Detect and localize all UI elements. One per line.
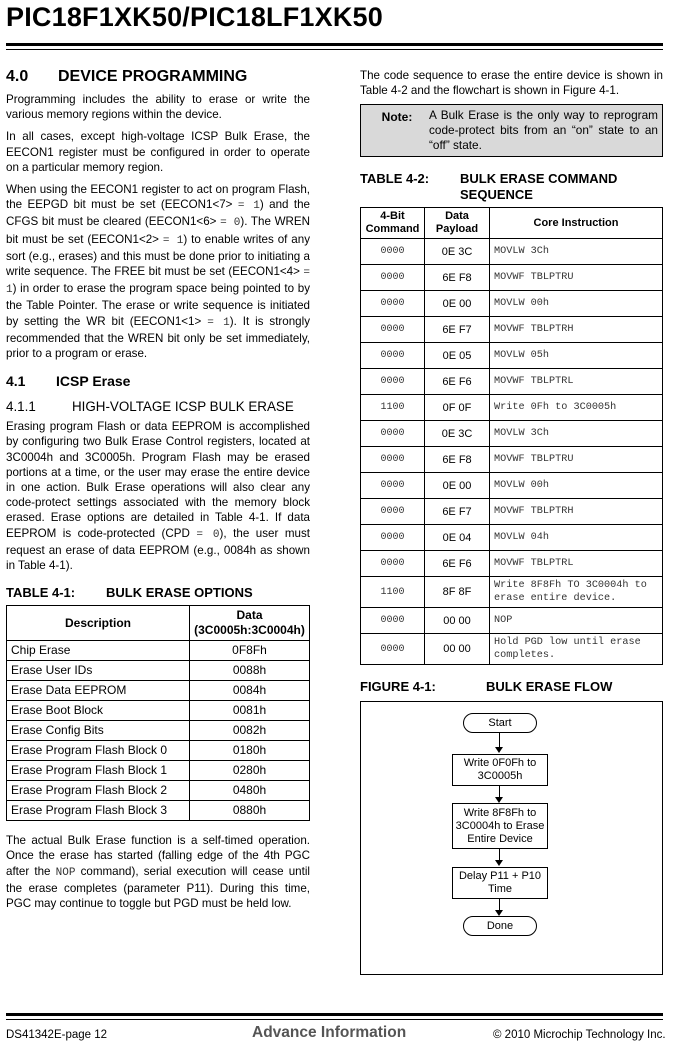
table-row — [7, 661, 310, 681]
col-header-payload — [425, 208, 490, 239]
bulk-erase-sequence-table — [360, 207, 663, 665]
table-row — [361, 317, 663, 343]
payload-cell: 0E 04 — [425, 525, 490, 551]
figure1-number: FIGURE 4-1: — [360, 679, 436, 695]
paragraph-code-sequence: The code sequence to erase the entire device is shown in Table 4-2 and the flowchart is shown in Figure 4-1. — [360, 69, 663, 98]
code-span: = 1 — [237, 200, 260, 213]
payload-cell: 0E 00 — [425, 291, 490, 317]
flow-arrow-icon — [495, 860, 503, 866]
text-span: Erasing program Flash or data EEPROM is accomplished by configuring two Bulk Erase Control registers, located at 3C0004h and 3C0005h. Program Flash may be erased portions at a time, or the user may erase the entire device in one action. Bulk Erase operations will also clear any code-protect settings associated with the memory block erased. Erase options are detailed in Table 4-1. If data EEPROM is code-protected (CPD — [6, 420, 310, 540]
table-header-row — [361, 208, 663, 239]
col-header-command — [361, 208, 425, 239]
command-cell: 0000 — [361, 473, 425, 499]
subsection-number: 4.1 — [6, 373, 26, 390]
text-span: command), serial execution will cease until the erase completes (parameter P11). During this time, PGC may continue to toggle but PGD must be held low. — [6, 864, 310, 911]
code-span: NOP — [55, 866, 76, 879]
footer-page-ref: DS41342E-page 12 — [6, 1029, 108, 1041]
erase-option-value: 0088h — [190, 661, 310, 681]
table-row — [7, 641, 310, 661]
erase-option-value: 0082h — [190, 721, 310, 741]
table-row — [7, 801, 310, 821]
page-header-title: PIC18F1XK50/PIC18LF1XK50 — [6, 2, 383, 32]
table-row — [361, 291, 663, 317]
col-header-data — [190, 606, 310, 641]
section-heading — [6, 68, 310, 86]
header-line: 4-Bit — [380, 210, 405, 223]
table-row — [361, 395, 663, 421]
payload-cell: 0E 00 — [425, 473, 490, 499]
subsubsection-heading — [6, 399, 310, 414]
table-row — [361, 265, 663, 291]
table1-caption — [6, 585, 310, 601]
section-title: DEVICE PROGRAMMING — [58, 68, 248, 85]
table-row — [361, 634, 663, 665]
subsection-title: ICSP Erase — [56, 373, 131, 390]
left-column — [6, 68, 310, 918]
instruction-cell: MOVLW 05h — [490, 343, 663, 369]
header-line: Data — [445, 210, 469, 223]
command-cell: 0000 — [361, 608, 425, 634]
instruction-cell: MOVWF TBLPTRH — [490, 317, 663, 343]
instruction-cell: MOVLW 04h — [490, 525, 663, 551]
command-cell: 0000 — [361, 634, 425, 665]
code-span: = 1 — [207, 316, 230, 329]
payload-cell: 00 00 — [425, 608, 490, 634]
erase-option-description: Chip Erase — [7, 641, 190, 661]
payload-cell: 00 00 — [425, 634, 490, 665]
table-row — [7, 721, 310, 741]
instruction-cell: NOP — [490, 608, 663, 634]
col-header-instruction: Core Instruction — [490, 208, 663, 239]
text-span: ). The WREN bit must be set (EECON1<2> — [6, 215, 310, 246]
table1-number: TABLE 4-1: — [6, 585, 76, 601]
table-row — [361, 421, 663, 447]
command-cell: 0000 — [361, 239, 425, 265]
payload-cell: 6E F6 — [425, 551, 490, 577]
instruction-cell: MOVWF TBLPTRL — [490, 369, 663, 395]
text-span: ), the user must request an erase of data EEPROM (e.g., 0084h as shown in Table 4-1). — [6, 526, 311, 573]
erase-option-description: Erase Config Bits — [7, 721, 190, 741]
instruction-cell: Write 0Fh to 3C0005h — [490, 395, 663, 421]
payload-cell: 0E 3C — [425, 239, 490, 265]
note-box — [360, 104, 663, 157]
erase-option-description: Erase Program Flash Block 1 — [7, 761, 190, 781]
instruction-cell: MOVLW 3Ch — [490, 421, 663, 447]
erase-option-value: 0480h — [190, 781, 310, 801]
table-row — [361, 608, 663, 634]
command-cell: 0000 — [361, 291, 425, 317]
erase-option-value: 0180h — [190, 741, 310, 761]
table1-title: BULK ERASE OPTIONS — [106, 585, 253, 601]
command-cell: 0000 — [361, 317, 425, 343]
payload-cell: 6E F8 — [425, 265, 490, 291]
command-cell: 1100 — [361, 577, 425, 608]
figure1-title: BULK ERASE FLOW — [486, 679, 613, 695]
footer-rule-thin — [6, 1019, 663, 1020]
instruction-cell: MOVWF TBLPTRU — [490, 265, 663, 291]
header-line: (3C0005h:3C0004h) — [194, 623, 305, 638]
flow-start-node: Start — [463, 713, 537, 733]
footer-rule-thick — [6, 1013, 663, 1016]
table-row — [361, 239, 663, 265]
payload-cell: 0E 3C — [425, 421, 490, 447]
erase-option-description: Erase Data EEPROM — [7, 681, 190, 701]
header-line: Data — [236, 608, 263, 623]
text-span: ) in order to erase the program space being pointed to by the Table Pointer. The erase or write sequence is initiated by setting the WR bit (EECON1<1> — [6, 282, 310, 328]
erase-option-value: 0081h — [190, 701, 310, 721]
payload-cell: 6E F6 — [425, 369, 490, 395]
table-row — [361, 369, 663, 395]
section-number: 4.0 — [6, 68, 29, 85]
erase-option-value: 0F8Fh — [190, 641, 310, 661]
paragraph-eecon1-bits — [6, 182, 310, 361]
instruction-cell: MOVWF TBLPTRL — [490, 551, 663, 577]
text-span: ) and the CFGS bit must be cleared (EECON1<6> — [6, 198, 311, 229]
table2-number: TABLE 4-2: — [360, 171, 430, 187]
payload-cell: 8F 8F — [425, 577, 490, 608]
instruction-cell: MOVLW 3Ch — [490, 239, 663, 265]
payload-cell: 6E F7 — [425, 499, 490, 525]
erase-option-description: Erase Boot Block — [7, 701, 190, 721]
bulk-erase-flowchart — [360, 701, 663, 975]
header-line: Payload — [435, 223, 479, 236]
command-cell: 0000 — [361, 421, 425, 447]
command-cell: 0000 — [361, 343, 425, 369]
table-row — [7, 781, 310, 801]
erase-option-value: 0880h — [190, 801, 310, 821]
instruction-cell: MOVWF TBLPTRU — [490, 447, 663, 473]
table-row — [361, 343, 663, 369]
erase-option-value: 0084h — [190, 681, 310, 701]
erase-option-value: 0280h — [190, 761, 310, 781]
subsection-heading — [6, 373, 310, 389]
instruction-cell: MOVLW 00h — [490, 473, 663, 499]
flow-done-node: Done — [463, 916, 537, 936]
instruction-cell: Write 8F8Fh TO 3C0004h to erase entire device. — [490, 577, 663, 608]
table2-caption — [360, 171, 663, 203]
instruction-cell: MOVWF TBLPTRH — [490, 499, 663, 525]
table-row — [361, 577, 663, 608]
paragraph-intro: Programming includes the ability to erase or write the various memory regions within the device. — [6, 93, 310, 122]
payload-cell: 6E F7 — [425, 317, 490, 343]
command-cell: 0000 — [361, 499, 425, 525]
text-span: ) to enable writes of any sort (e.g., erases) and this must be done prior to initiating a write sequence. The FREE bit must be set (EECON1<4> — [6, 232, 310, 279]
table-row — [361, 499, 663, 525]
table-row — [361, 551, 663, 577]
flow-step-delay: Delay P11 + P10 Time — [452, 867, 548, 899]
header-rule-thin — [6, 49, 663, 50]
instruction-cell: Hold PGD low until erase completes. — [490, 634, 663, 665]
figure1-caption — [360, 679, 663, 695]
command-cell: 0000 — [361, 525, 425, 551]
payload-cell: 0F 0F — [425, 395, 490, 421]
col-header-description: Description — [7, 606, 190, 641]
erase-option-description: Erase User IDs — [7, 661, 190, 681]
paragraph-eecon1: In all cases, except high-voltage ICSP Bulk Erase, the EECON1 register must be configured in order to operate on a particular memory region. — [6, 130, 310, 174]
table-row — [361, 473, 663, 499]
right-column — [360, 68, 663, 975]
table-header-row — [7, 606, 310, 641]
table-row — [7, 741, 310, 761]
erase-option-description: Erase Program Flash Block 2 — [7, 781, 190, 801]
payload-cell: 0E 05 — [425, 343, 490, 369]
command-cell: 0000 — [361, 265, 425, 291]
instruction-cell: MOVLW 00h — [490, 291, 663, 317]
flow-arrow-icon — [495, 747, 503, 753]
table-row — [7, 681, 310, 701]
command-cell: 0000 — [361, 447, 425, 473]
subsubsection-title: HIGH-VOLTAGE ICSP BULK ERASE — [72, 399, 294, 415]
code-span: = 0 — [220, 217, 241, 230]
bulk-erase-options-table — [6, 605, 310, 821]
paragraph-self-timed — [6, 833, 310, 911]
footer-advance-info: Advance Information — [252, 1024, 407, 1041]
code-span: = 1 — [6, 267, 310, 297]
header-line: Command — [365, 223, 420, 236]
code-span: = 0 — [196, 528, 220, 541]
flow-step-write-8f8f: Write 8F8Fh to 3C0004h to Erase Entire Device — [452, 803, 548, 849]
text-span: The actual Bulk Erase function is a self-timed operation. Once the erase has started (falling edge of the 4th PGC after the — [6, 834, 310, 878]
erase-option-description: Erase Program Flash Block 3 — [7, 801, 190, 821]
text-span: When using the EECON1 register to act on program Flash, the EEPGD bit must be set (EECON1<7> — [6, 183, 310, 212]
command-cell: 1100 — [361, 395, 425, 421]
table-row — [361, 447, 663, 473]
table2-title: BULK ERASE COMMAND SEQUENCE — [460, 171, 618, 203]
command-cell: 0000 — [361, 551, 425, 577]
table-row — [7, 761, 310, 781]
table-row — [7, 701, 310, 721]
command-cell: 0000 — [361, 369, 425, 395]
subsubsection-number: 4.1.1 — [6, 399, 36, 415]
code-span: = 1 — [162, 234, 184, 247]
payload-cell: 6E F8 — [425, 447, 490, 473]
flow-step-write-0f0f: Write 0F0Fh to 3C0005h — [452, 754, 548, 786]
note-text: A Bulk Erase is the only way to reprogram code-protect bits from an “on” state to an “off” state. — [429, 108, 658, 153]
erase-option-description: Erase Program Flash Block 0 — [7, 741, 190, 761]
text-span: ). It is strongly recommended that the WREN bit only be set immediately, prior to a program or erase. — [6, 314, 311, 361]
note-label: Note: — [381, 110, 413, 125]
paragraph-bulk-erase — [6, 419, 310, 573]
header-rule-thick — [6, 43, 663, 46]
table-row — [361, 525, 663, 551]
footer-copyright: © 2010 Microchip Technology Inc. — [493, 1029, 666, 1041]
